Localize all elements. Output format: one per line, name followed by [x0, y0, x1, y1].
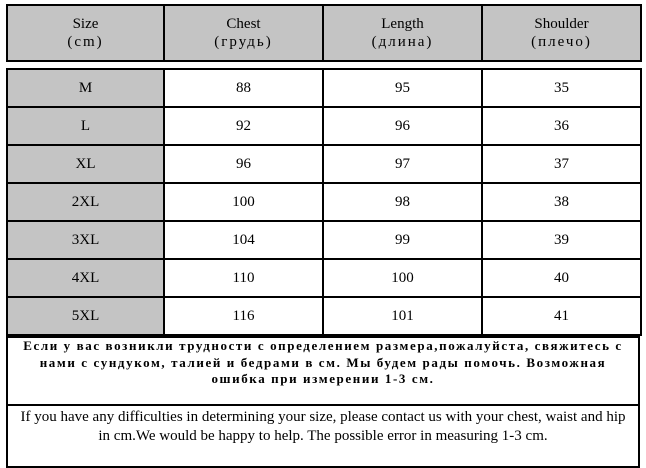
size-cell: 2XL	[7, 183, 164, 221]
length-cell: 100	[323, 259, 482, 297]
length-cell: 97	[323, 145, 482, 183]
size-cell: 4XL	[7, 259, 164, 297]
size-chart	[6, 4, 640, 468]
header-shoulder-translation: (плечо)	[531, 34, 592, 50]
header-row	[7, 5, 641, 61]
table-row	[7, 69, 641, 107]
header-shoulder-label: Shoulder	[534, 16, 589, 32]
size-table	[6, 4, 642, 336]
length-cell: 95	[323, 69, 482, 107]
header-size	[7, 5, 164, 61]
chest-cell: 116	[164, 297, 323, 335]
header-shoulder	[482, 5, 641, 61]
table-row	[7, 259, 641, 297]
chest-cell: 88	[164, 69, 323, 107]
chest-cell: 104	[164, 221, 323, 259]
header-size-label: Size	[72, 16, 99, 32]
chest-cell: 100	[164, 183, 323, 221]
chest-cell: 96	[164, 145, 323, 183]
size-cell: L	[7, 107, 164, 145]
header-length-translation: (длина)	[371, 34, 434, 50]
size-cell: 3XL	[7, 221, 164, 259]
shoulder-cell: 41	[482, 297, 641, 335]
table-row	[7, 221, 641, 259]
header-chest	[164, 5, 323, 61]
header-length-label: Length	[381, 16, 424, 32]
length-cell: 99	[323, 221, 482, 259]
chest-cell: 110	[164, 259, 323, 297]
note-english: If you have any difficulties in determining your size, please contact us with your chest, waist and hip in cm.We would be happy to help. The possible error in measuring 1-3 cm.	[6, 406, 640, 468]
shoulder-cell: 40	[482, 259, 641, 297]
note-russian: Если у вас возникли трудности с определением размера,пожалуйста, свяжитесь с нами с сундуком, талией и бедрами в см. Мы будем рады помочь. Возможная ошибка при измерении 1-3 см.	[6, 336, 640, 406]
shoulder-cell: 35	[482, 69, 641, 107]
shoulder-cell: 38	[482, 183, 641, 221]
header-size-unit: (cm)	[67, 34, 104, 50]
size-cell: 5XL	[7, 297, 164, 335]
size-cell: M	[7, 69, 164, 107]
table-row	[7, 107, 641, 145]
chest-cell: 92	[164, 107, 323, 145]
size-cell: XL	[7, 145, 164, 183]
length-cell: 96	[323, 107, 482, 145]
header-chest-label: Chest	[226, 16, 261, 32]
table-row	[7, 145, 641, 183]
header-chest-translation: (грудь)	[214, 34, 273, 50]
length-cell: 101	[323, 297, 482, 335]
shoulder-cell: 36	[482, 107, 641, 145]
table-row	[7, 183, 641, 221]
length-cell: 98	[323, 183, 482, 221]
shoulder-cell: 37	[482, 145, 641, 183]
shoulder-cell: 39	[482, 221, 641, 259]
table-row	[7, 297, 641, 335]
header-length	[323, 5, 482, 61]
